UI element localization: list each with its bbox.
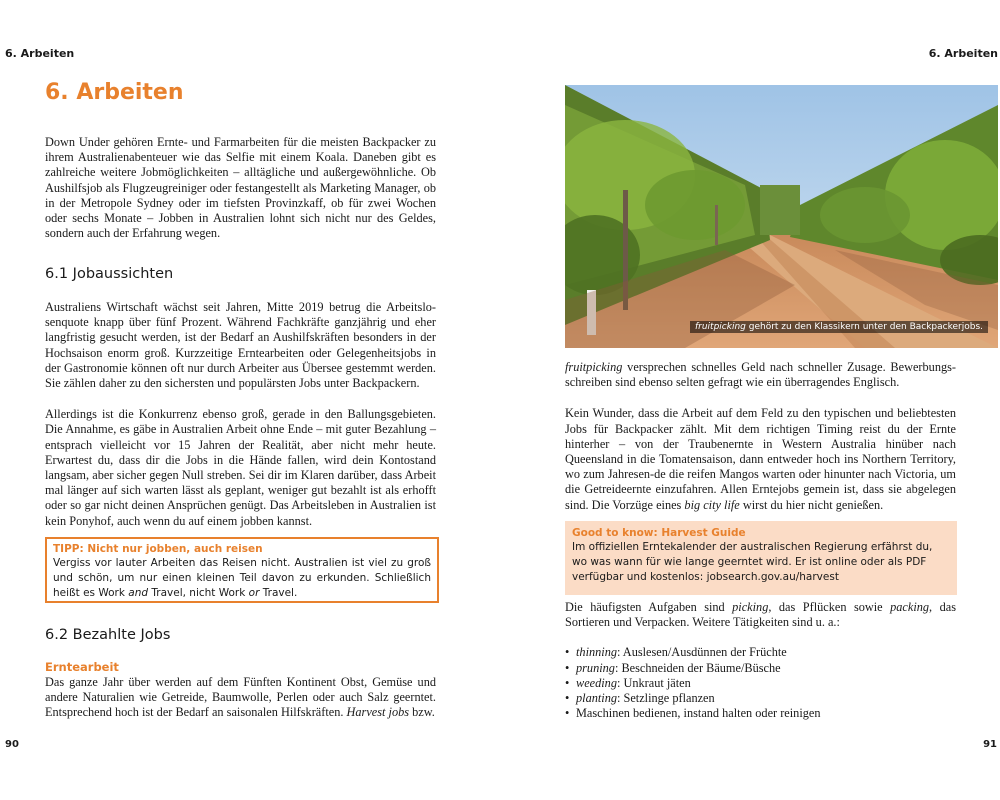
tasks-intro-paragraph bbox=[565, 600, 956, 630]
list-item bbox=[565, 661, 956, 676]
good-to-know-box bbox=[565, 521, 957, 595]
erntearbeit-block bbox=[45, 660, 436, 721]
tip-text-emphasis: and bbox=[128, 587, 149, 599]
list-item bbox=[565, 645, 956, 660]
erntearbeit-text-part: bzw. bbox=[409, 705, 435, 720]
right-text-block bbox=[565, 360, 956, 513]
section-bezahlte-jobs bbox=[45, 627, 436, 643]
section-jobaussichten bbox=[45, 266, 436, 282]
good-to-know-text: Im offiziellen Erntekalender der australischen Regierung erfährst du, wo was wann für wie lange geerntet wird. Er ist online oder als PDF verfügbar und kostenlos: jobsearch.gov.au/harvest bbox=[572, 541, 933, 583]
list-item bbox=[565, 676, 956, 691]
kein-wunder-text-part: Kein Wunder, dass die Arbeit auf dem Feld zu den typischen und beliebtesten Jobs für Backpacker zählt. Mit dem richtigen Timing reist du der Ernte hinterher – von der Traubenernte in Western Australia hinüber nach Queensland in die Tomatensaison, dann entweder hoch ins Northern Territory, wo zum Jahresen-de die reifen Mangos warten oder hinunter nach Victoria, um die Getreideernte einzufahren. Allen Erntejobs gemein ist, dass sie abgelegen sind. Die Vorzüge eines bbox=[565, 406, 956, 512]
fruitpicking-paragraph bbox=[565, 360, 956, 390]
task-description: : Beschneiden der Bäume/Büsche bbox=[614, 660, 781, 675]
tip-text bbox=[53, 556, 431, 601]
page-number-left: 90 bbox=[5, 739, 19, 750]
tasks-intro-text: , das Pflücken sowie bbox=[768, 600, 891, 614]
task-term: pruning bbox=[576, 660, 615, 675]
tip-text-part: Travel, nicht Work bbox=[148, 587, 249, 599]
running-head-left: 6. Arbeiten bbox=[5, 47, 75, 60]
tip-box bbox=[45, 537, 439, 603]
tip-text-part: Vergiss vor lauter Arbeiten das Reisen nicht. Australien ist viel zu groß und schön, um nur einen kleinen Teil davon zu erkunden. Schließlich heißt es Work bbox=[53, 557, 431, 599]
list-item bbox=[565, 706, 956, 721]
intro-paragraph: Down Under gehören Ernte- und Farmarbeiten für die meisten Backpacker zu ihrem Australienabenteuer wie das Selfie mit einem Koala. Daneben gibt es zahlreiche weitere Jobmöglichkeiten – alltägliche und außergewöhnliche. Ob Aushilfsjob als Flugzeugreiniger oder festangestellt als Marketing Manager, ob in der Metropole Sydney oder im tiefsten Provinzkaff, ob für zwei Wochen oder sechs Monate – Jobben in Australien lohnt sich nicht nur des Geldes, sondern auch der Erfahrung wegen. bbox=[45, 135, 436, 241]
photo-caption bbox=[690, 321, 988, 333]
fruitpicking-text: versprechen schnelles Geld nach schneller Zusage. Bewerbungs-schreiben sind ebenso selten gefragt wie ein überragendes Englisch. bbox=[565, 360, 956, 390]
tip-text-emphasis: or bbox=[248, 587, 260, 599]
subheading-erntearbeit: Erntearbeit bbox=[45, 660, 119, 674]
tasks-intro-emphasis: picking bbox=[732, 600, 769, 614]
tasks-intro-text: Die häufigsten Aufgaben sind bbox=[565, 600, 733, 614]
kein-wunder-paragraph bbox=[565, 406, 956, 512]
list-item bbox=[565, 691, 956, 706]
intro-paragraph-block bbox=[45, 135, 436, 241]
vineyard-illustration bbox=[565, 85, 998, 348]
tip-title: TIPP: Nicht nur jobben, auch reisen bbox=[53, 543, 263, 555]
erntearbeit-paragraph bbox=[45, 675, 436, 721]
task-term: thinning bbox=[576, 645, 617, 660]
kein-wunder-emphasis: big city life bbox=[684, 497, 740, 512]
section-heading-jobaussichten: 6.1 Jobaussichten bbox=[45, 266, 174, 282]
jobaussichten-paragraph-2: Allerdings ist die Konkurrenz ebenso groß, gerade in den Ballungsgebieten. Die Annahme, es gäbe in Australien Arbeit ohne Ende – mit guter Bezahlung – entsprach vielleicht vor 15 Jahren der Realität, aber nicht mehr heute. Erwartest du, dass dir die Jobs in die Hände fallen, wird dein Kontostand langsam, aber sicher gegen Null streben. Sei dir im Klaren darüber, dass Arbeit mal länger auf sich warten lässt als geplant, weniger gut bezahlt ist als erhofft oder so gar nicht deinen Ansprüchen genügt. Das Arbeitsleben in Australien ist kein Ponyhof, auch wenn du auf einem jobben kannst. bbox=[45, 407, 436, 528]
tasks-intro-text: , das Sortieren und Verpacken. Weitere Tätigkeiten sind u. a.: bbox=[565, 600, 956, 630]
jobaussichten-text bbox=[45, 300, 436, 529]
task-description: : Auslesen/Ausdünnen der Früchte bbox=[617, 645, 787, 660]
photo-caption-text: gehört zu den Klassikern unter den Backpackerjobs. bbox=[745, 322, 983, 332]
task-term: weeding bbox=[576, 675, 617, 690]
task-description: : Unkraut jäten bbox=[616, 675, 691, 690]
tasks-list bbox=[565, 645, 956, 721]
jobaussichten-paragraph-1: Australiens Wirtschaft wächst seit Jahren, Mitte 2019 betrug die Arbeitslo-senquote knapp über fünf Prozent. Während Fachkräfte ganzjährig und eher langfristig gesucht werden, ist der Bedarf an Aushilfskräften besonders in der Hochsaison enorm groß. Kurzzeitige Erntearbeiten oder Gelegenheitsjobs in der Gastronomie können oft nur durch Arbeiter aus Übersee gestemmt werden. Sie zählen daher zu den sichersten und populärsten Jobs unter Backpackern. bbox=[45, 300, 436, 391]
tasks-block bbox=[565, 600, 956, 721]
erntearbeit-text-part: Das ganze Jahr über werden auf dem Fünften Kontinent Obst, Gemüse und andere Naturalien wie Getreide, Baumwolle, Perlen oder auch Salz geerntet. Entsprechend hoch ist der Bedarf an saisonalen Hilfskräften. bbox=[45, 675, 436, 720]
page-number-right: 91 bbox=[983, 739, 997, 750]
task-description: : Setzlinge pflanzen bbox=[617, 691, 715, 706]
task-description: Maschinen bedienen, instand halten oder reinigen bbox=[576, 706, 821, 721]
photo-caption-emphasis: fruitpicking bbox=[694, 322, 746, 332]
running-head-right: 6. Arbeiten bbox=[928, 47, 998, 60]
task-term: planting bbox=[576, 691, 617, 706]
tip-text-part: Travel. bbox=[259, 587, 298, 599]
erntearbeit-text-emphasis: Harvest jobs bbox=[346, 705, 410, 720]
good-to-know-title: Good to know: Harvest Guide bbox=[572, 527, 746, 539]
fruitpicking-emphasis: fruitpicking bbox=[565, 360, 623, 374]
vineyard-photo bbox=[565, 85, 998, 348]
kein-wunder-text-part: wirst du hier nicht genießen. bbox=[739, 497, 884, 512]
section-heading-bezahlte-jobs: 6.2 Bezahlte Jobs bbox=[45, 627, 171, 643]
chapter-title: 6. Arbeiten bbox=[45, 80, 184, 105]
tasks-intro-emphasis: packing bbox=[890, 600, 930, 614]
